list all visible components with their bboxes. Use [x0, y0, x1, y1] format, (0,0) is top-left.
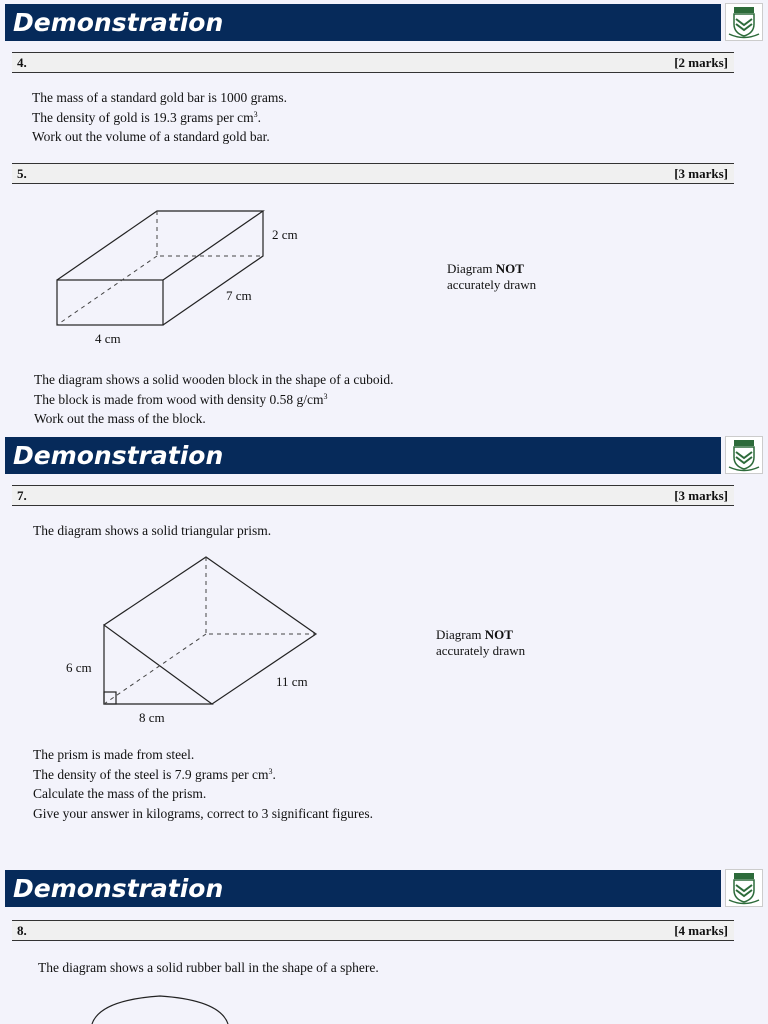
question-marks: [3 marks]: [674, 166, 728, 181]
question-number: 8.: [17, 923, 27, 938]
question-number: 7.: [17, 488, 27, 503]
question-marks: [3 marks]: [674, 488, 728, 503]
cuboid-length-label: 7 cm: [226, 288, 252, 303]
text-line: The diagram shows a solid rubber ball in the shape of a sphere.: [38, 960, 379, 975]
banner-title: Demonstration: [13, 441, 224, 470]
question-marks: [2 marks]: [674, 55, 728, 70]
text-line: The mass of a standard gold bar is 1000 grams.: [32, 90, 287, 105]
question-number: 4.: [17, 55, 27, 70]
text-line: Work out the mass of the block.: [34, 411, 206, 426]
cuboid-width-label: 4 cm: [95, 331, 121, 346]
question-marks: [4 marks]: [674, 923, 728, 938]
diagram-note: Diagram NOT accurately drawn: [447, 261, 537, 292]
text-line: The diagram shows a solid triangular prism.: [33, 523, 272, 538]
question-number: 5.: [17, 166, 27, 181]
diagram-note: Diagram NOT accurately drawn: [436, 627, 526, 658]
text-line: Work out the volume of a standard gold bar.: [32, 129, 270, 144]
text-line: The density of the steel is 7.9 grams per $cm^3$.: [33, 766, 276, 782]
text-line: Give your answer in kilograms, correct to 3 significant figures.: [33, 805, 374, 821]
text-line: The prism is made from steel.: [33, 747, 195, 762]
banner-title: Demonstration: [13, 8, 224, 37]
prism-height-label: 6 cm: [66, 660, 92, 675]
text-line: Calculate the mass of the prism.: [33, 786, 207, 801]
prism-base-label: 8 cm: [139, 710, 165, 725]
text-line: The diagram shows a solid wooden block in the shape of a cuboid.: [34, 372, 394, 387]
banner-title: Demonstration: [13, 874, 224, 903]
prism-length-label: 11 cm: [276, 674, 308, 689]
cuboid-height-label: 2 cm: [272, 227, 298, 242]
text-line: The block is made from wood with density 0.58 $g/cm^3$: [34, 391, 328, 407]
text-line: The density of gold is 19.3 grams per $cm^3$.: [32, 109, 261, 125]
